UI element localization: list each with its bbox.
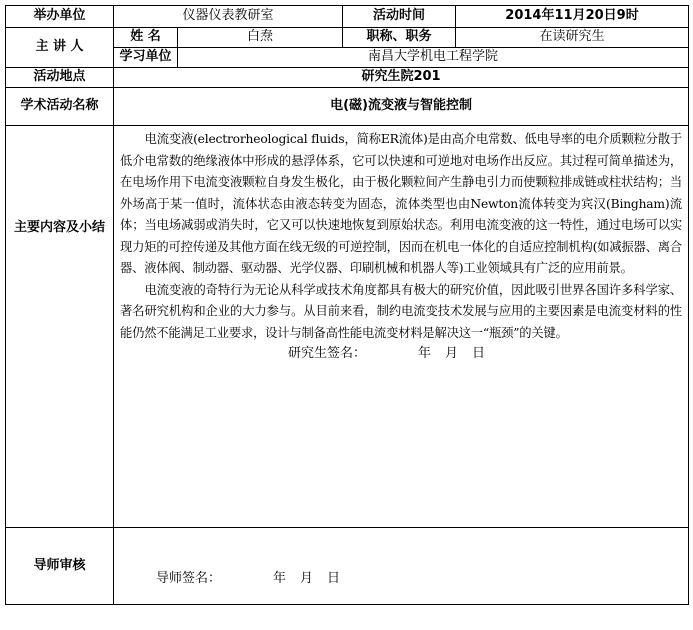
summary-label: 主要内容及小结 bbox=[6, 126, 114, 528]
speaker-name-value: 白焘 bbox=[178, 28, 343, 48]
student-signature-label: 研究生签名： bbox=[288, 346, 367, 361]
advisor-day-label: 日 bbox=[327, 571, 341, 586]
study-unit-value: 南昌大学机电工程学院 bbox=[178, 48, 689, 68]
host-unit-label: 举办单位 bbox=[6, 6, 114, 28]
row-host-unit bbox=[6, 6, 689, 28]
name-label: 姓 名 bbox=[114, 28, 178, 48]
advisor-review-label: 导师审核 bbox=[6, 528, 114, 605]
activity-record-form bbox=[5, 5, 689, 605]
speaker-title-value: 在读研究生 bbox=[456, 28, 689, 48]
advisor-month-label: 月 bbox=[300, 571, 314, 586]
activity-time-value: 2014年11月20日9时 bbox=[456, 6, 689, 28]
study-unit-label: 学习单位 bbox=[114, 48, 178, 68]
summary-paragraph-2: 电流变液的奇特行为无论从科学或技术角度都具有极大的研究价值，因此吸引世界各国许多科学家、著名研究机构和企业的大力参与。从目前来看，制约电流变技术发展与应用的主要因素是电流变材料的性能仍然不能满足工业要求，设计与制备高性能电流变材料是解决这一“瓶颈”的关键。 bbox=[120, 282, 683, 340]
row-activity-name bbox=[6, 88, 689, 126]
row-summary bbox=[6, 126, 689, 528]
student-year-label: 年 bbox=[418, 346, 432, 361]
row-advisor-review bbox=[6, 528, 689, 605]
host-unit-value: 仪器仪表教研室 bbox=[114, 6, 343, 28]
student-month-label: 月 bbox=[445, 346, 459, 361]
location-label: 活动地点 bbox=[6, 68, 114, 88]
activity-name-value: 电(磁)流变液与智能控制 bbox=[114, 88, 689, 126]
activity-time-label: 活动时间 bbox=[343, 6, 456, 28]
summary-paragraph-1: 电流变液(electrorheological fluids，简称ER流体)是由高介电常数、低电导率的电介质颗粒分散于低介电常数的绝缘液体中形成的悬浮体系，它可以快速和可逆地对电场作出反应。其过程可简单描述为，在电场作用下电流变液颗粒自身发生极化，由于极化颗粒间产生静电引力而使颗粒排成链或柱状结构；当外场高于某一值时，流体状态由液态转变为固态，流体类型也由Newton流体转变为宾汉(Bingham)流体；当电场减弱或消失时，它又可以快速地恢复到原始状态。利用电流变液的这一特性，通过电场可以实现力矩的可控传递及其他方面在线无级的可逆控制，因而在机电一体化的自适应控制机构(如减振器、离合器、液体阀、制动器、驱动器、光学仪器、印刷机械和机器人等)工业领域具有广泛的应用前景。 bbox=[120, 132, 683, 275]
location-value: 研究生院201 bbox=[114, 68, 689, 88]
row-location bbox=[6, 68, 689, 88]
title-label: 职称、职务 bbox=[343, 28, 456, 48]
activity-name-label: 学术活动名称 bbox=[6, 88, 114, 126]
advisor-year-label: 年 bbox=[273, 571, 287, 586]
speaker-label: 主 讲 人 bbox=[6, 28, 114, 68]
student-day-label: 日 bbox=[472, 346, 486, 361]
summary-content bbox=[114, 126, 689, 528]
student-signature-line bbox=[120, 344, 682, 364]
row-speaker-name bbox=[6, 28, 689, 48]
advisor-review-content bbox=[114, 528, 689, 605]
advisor-signature-label: 导师签名： bbox=[156, 571, 222, 586]
advisor-signature-line bbox=[120, 531, 682, 589]
